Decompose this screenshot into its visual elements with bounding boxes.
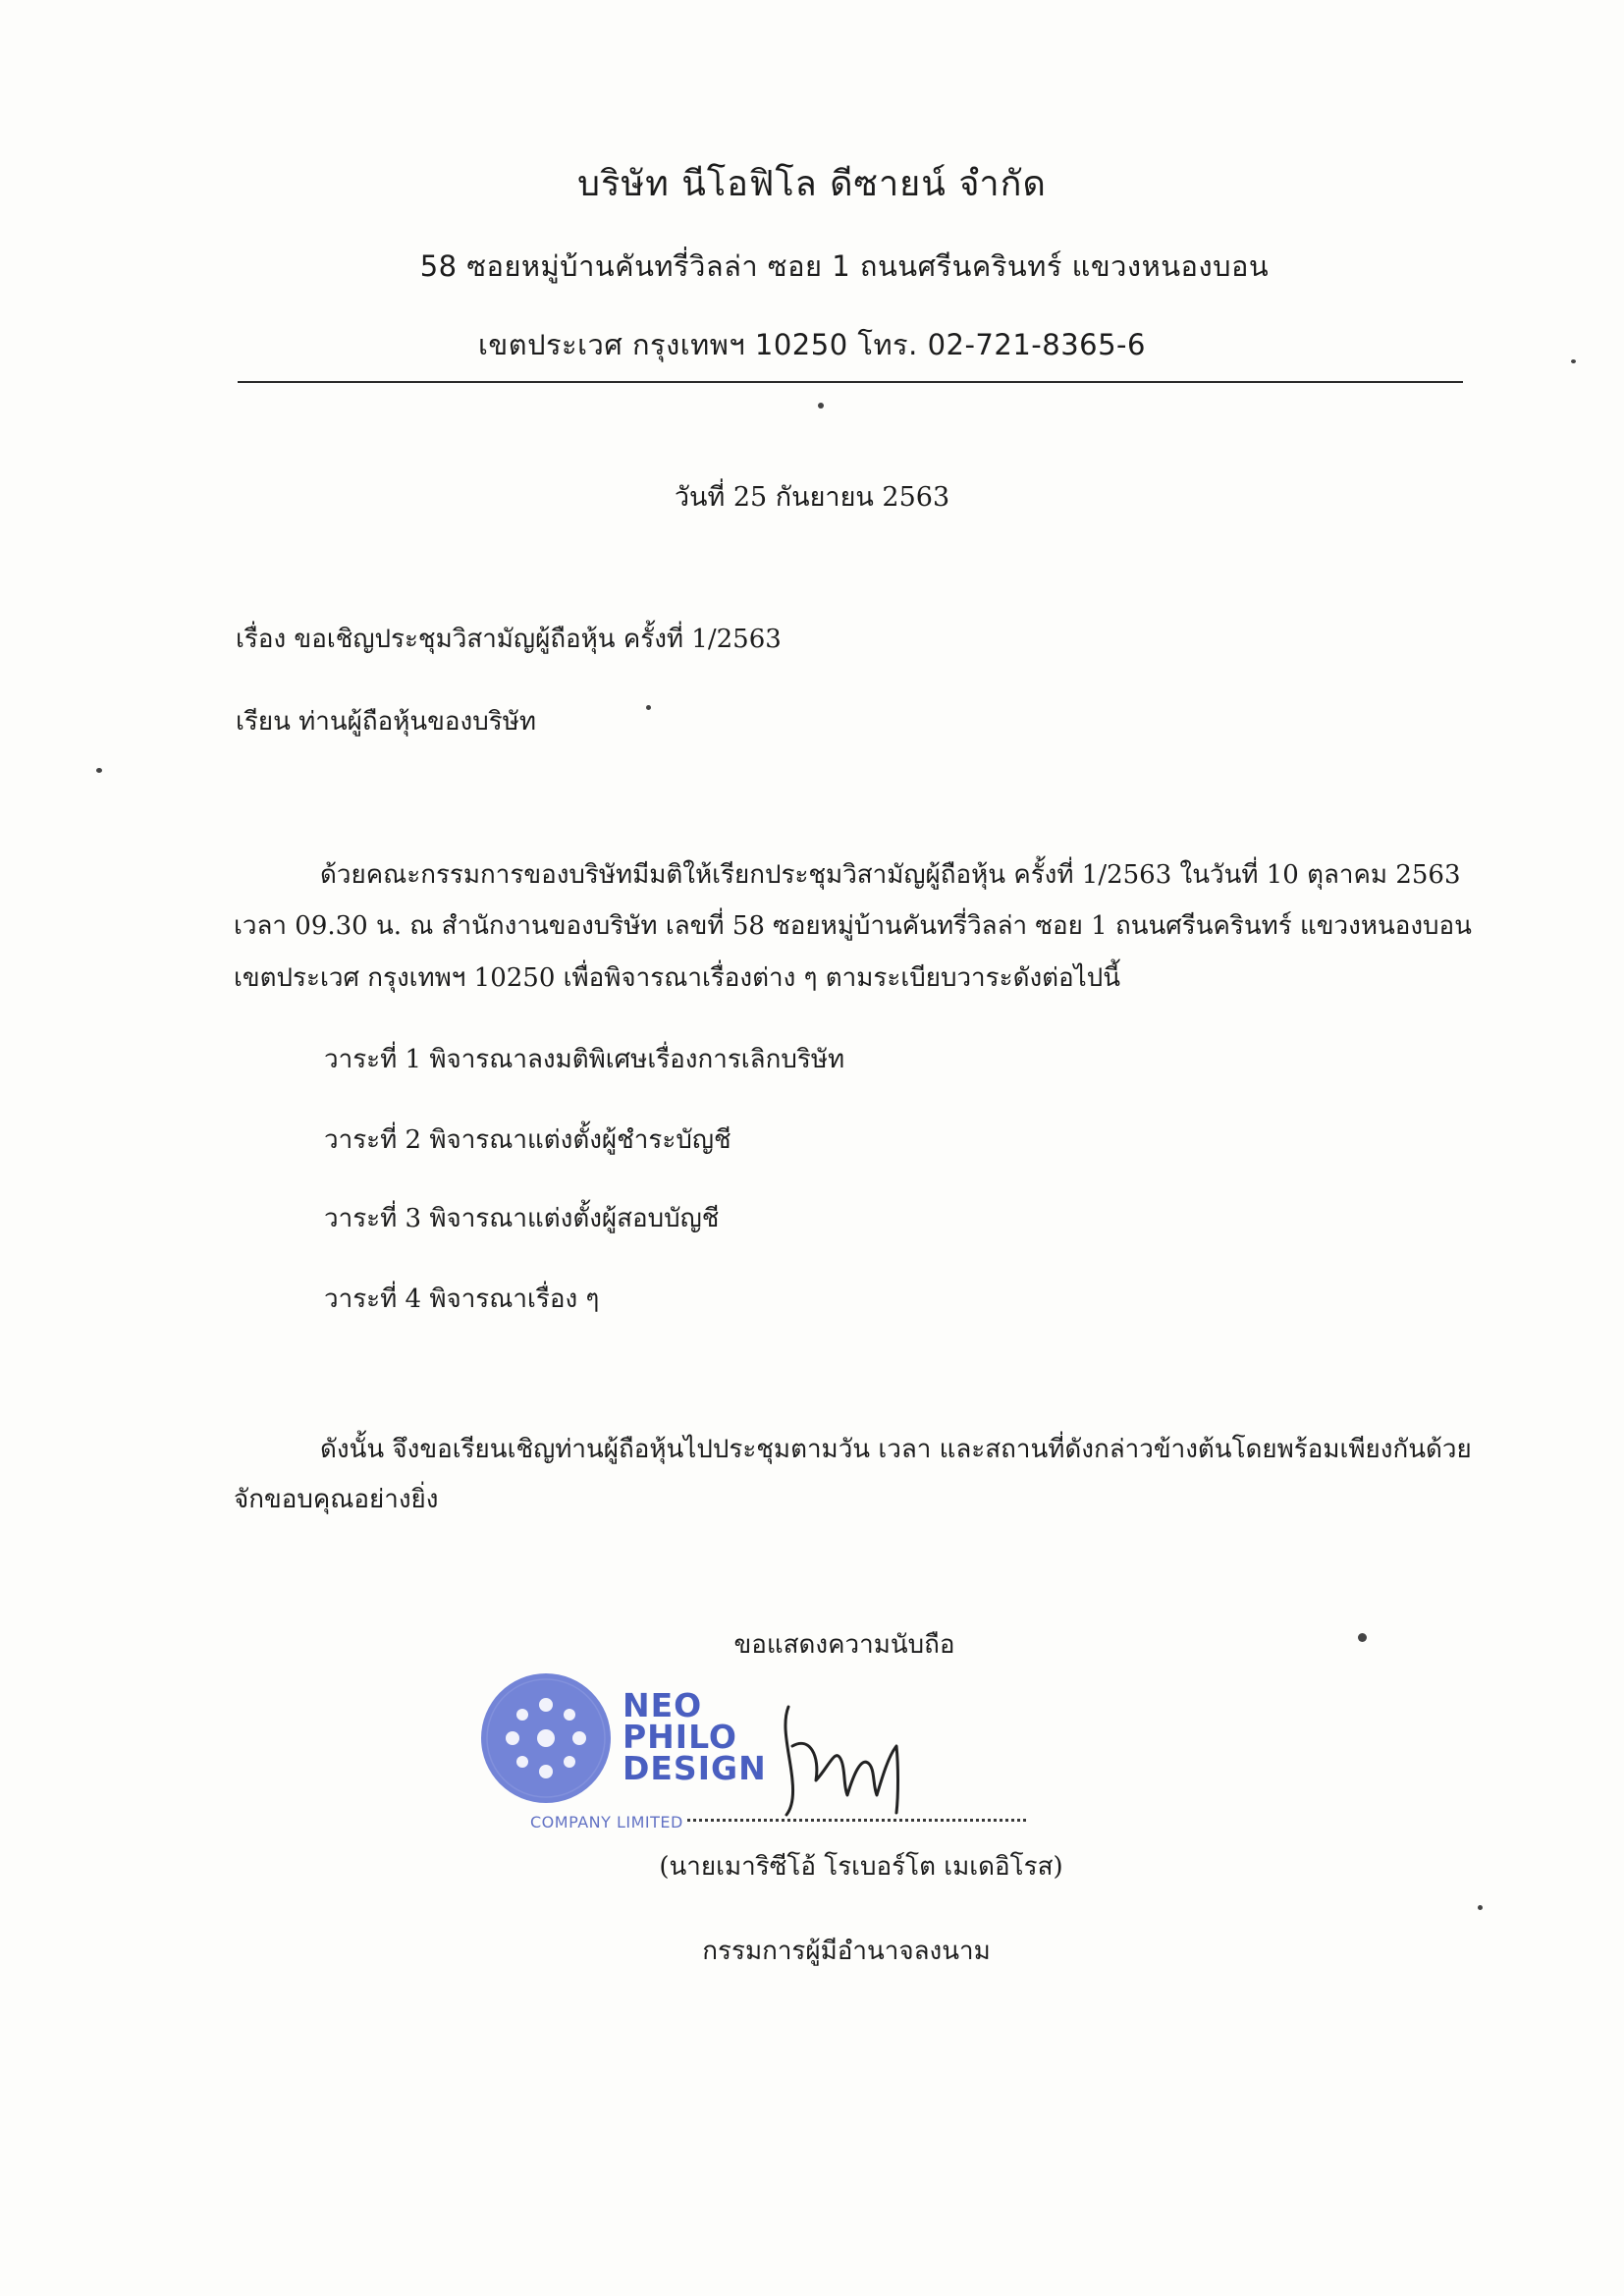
letter-date: วันที่ 25 กันยายน 2563 [674, 482, 950, 513]
stamp-seal-icon [477, 1669, 615, 1807]
agenda-item: วาระที่ 2 พิจารณาแต่งตั้งผู้ชำระบัญชี [324, 1125, 731, 1155]
closing-salutation: ขอแสดงความนับถือ [733, 1630, 955, 1660]
signature-line [687, 1819, 1026, 1822]
scan-speck [646, 705, 651, 710]
stamp-text: DESIGN [623, 1749, 767, 1787]
paragraph1-line2: เวลา 09.30 น. ณ สำนักงานของบริษัท เลขที่ 58 ซอยหมู่บ้านคันทรี่วิลล่า ซอย 1 ถนนศรีนครินทร์ แขวงหนองบอน [234, 911, 1472, 941]
paragraph2-line1: ดังนั้น จึงขอเรียนเชิญท่านผู้ถือหุ้นไปประชุมตามวัน เวลา และสถานที่ดังกล่าวข้างต้นโดยพร้อมเพียงกันด้วย [320, 1435, 1472, 1464]
scan-speck [1571, 359, 1576, 363]
letterhead-divider [238, 381, 1463, 383]
stamp-subtext: COMPANY LIMITED [530, 1813, 683, 1831]
paragraph1-line3: เขตประเวศ กรุงเทพฯ 10250 เพื่อพิจารณาเรื่องต่าง ๆ ตามระเบียบวาระดังต่อไปนี้ [234, 963, 1121, 993]
stamp-text: NEO [623, 1686, 703, 1724]
agenda-item: วาระที่ 3 พิจารณาแต่งตั้งผู้สอบบัญชี [324, 1204, 720, 1233]
paragraph2-line2: จักขอบคุณอย่างยิ่ง [234, 1485, 439, 1514]
stamp-text: PHILO [623, 1718, 737, 1756]
signer-title: กรรมการผู้มีอำนาจลงนาม [702, 1937, 991, 1966]
paragraph1-line1: ด้วยคณะกรรมการของบริษัทมีมติให้เรียกประชุมวิสามัญผู้ถือหุ้น ครั้งที่ 1/2563 ในวันที่ 10 ตุลาคม 2563 [320, 860, 1461, 890]
scan-speck [818, 403, 824, 409]
company-address-line1: 58 ซอยหมู่บ้านคันทรี่วิลล่า ซอย 1 ถนนศรีนครินทร์ แขวงหนองบอน [419, 249, 1270, 283]
scan-speck [1478, 1905, 1483, 1910]
scan-speck [1358, 1633, 1367, 1642]
company-name: บริษัท นีโอฟิโล ดีซายน์ จำกัด [577, 164, 1047, 204]
agenda-item: วาระที่ 4 พิจารณาเรื่อง ๆ [324, 1285, 600, 1314]
scan-speck [96, 768, 102, 773]
letter-subject: เรื่อง ขอเชิญประชุมวิสามัญผู้ถือหุ้น ครั้งที่ 1/2563 [236, 625, 782, 654]
company-address-line2: เขตประเวศ กรุงเทพฯ 10250 โทร. 02-721-8365-6 [478, 328, 1146, 361]
signer-name: (นายเมาริซีโอ้ โรเบอร์โต เมเดอิโรส) [659, 1852, 1063, 1882]
agenda-item: วาระที่ 1 พิจารณาลงมติพิเศษเรื่องการเลิกบริษัท [324, 1045, 845, 1074]
letter-salutation: เรียน ท่านผู้ถือหุ้นของบริษัท [236, 707, 536, 737]
handwritten-signature [771, 1687, 918, 1825]
